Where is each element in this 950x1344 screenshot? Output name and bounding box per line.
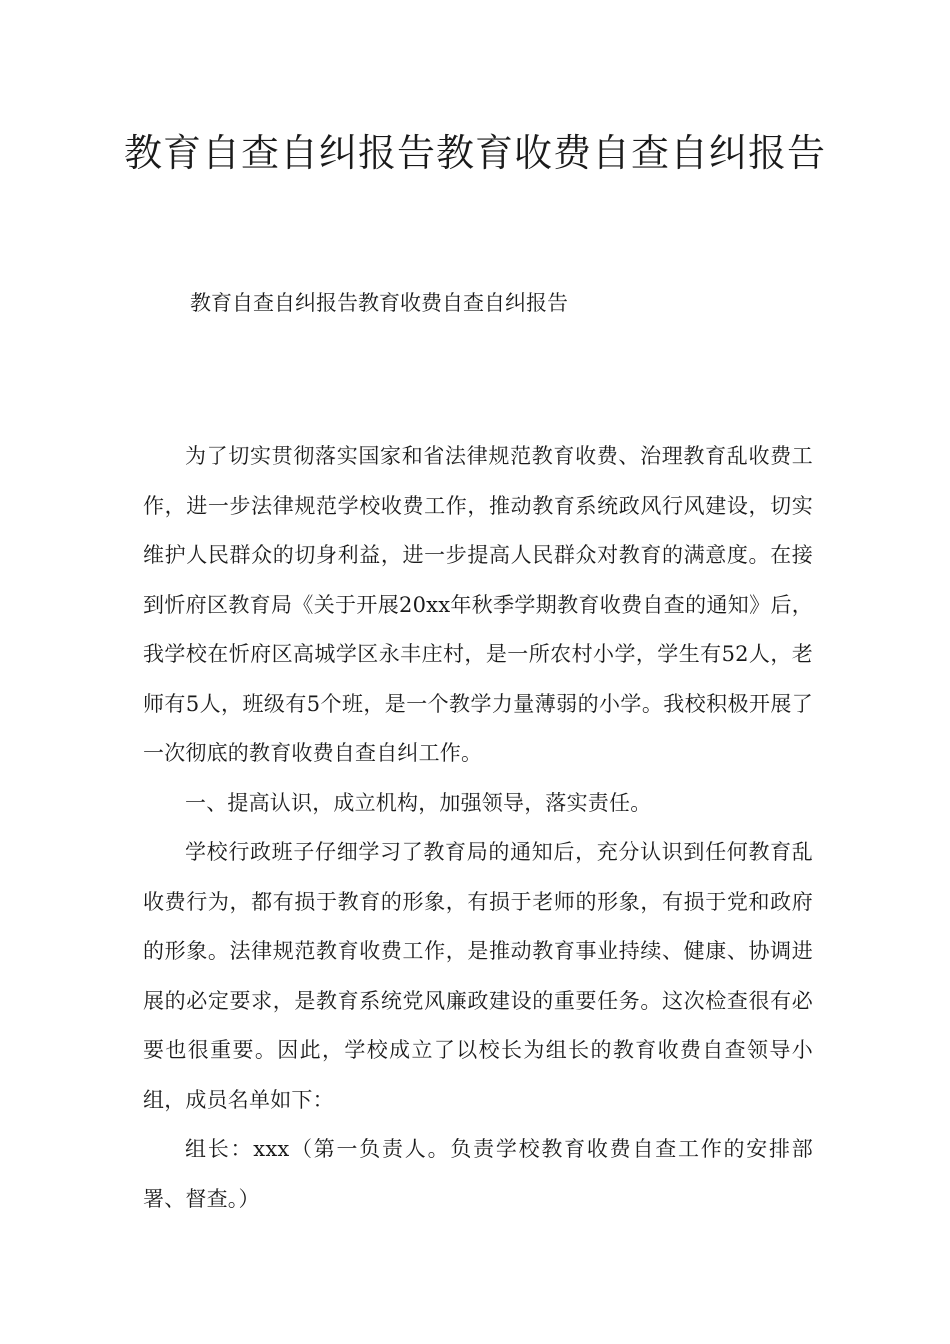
paragraph-intro: 为了切实贯彻落实国家和省法律规范教育收费、治理教育乱收费工作，进一步法律规范学校收费工作，推动教育系统政风行风建设，切实维护人民群众的切身利益，进一步提高人民群众对教育的满意度。在接到忻府区教育局《关于开展20xx年秋季学期教育收费自查的通知》后，我学校在忻府区高城学区永丰庄村，是一所农村小学，学生有52人，老师有5人，班级有5个班，是一个教学力量薄弱的小学。我校积极开展了一次彻底的教育收费自查自纠工作。 [143,444,813,765]
document-subtitle: 教育自查自纠报告教育收费自查自纠报告 [190,291,568,315]
document-body [143,432,813,1224]
paragraph-leader: 组长：xxx（第一负责人。负责学校教育收费自查工作的安排部署、督查。） [143,1137,813,1211]
section-heading-1: 一、提高认识，成立机构，加强领导，落实责任。 [185,790,652,815]
paragraph-section-1: 学校行政班子仔细学习了教育局的通知后，充分认识到任何教育乱收费行为，都有损于教育的形象，有损于老师的形象，有损于党和政府的形象。法律规范教育收费工作，是推动教育事业持续、健康、协调进展的必定要求，是教育系统党风廉政建设的重要任务。这次检查很有必要也很重要。因此，学校成立了以校长为组长的教育收费自查领导小组，成员名单如下： [143,840,813,1112]
document-title: 教育自查自纠报告教育收费自查自纠报告 [123,131,826,175]
